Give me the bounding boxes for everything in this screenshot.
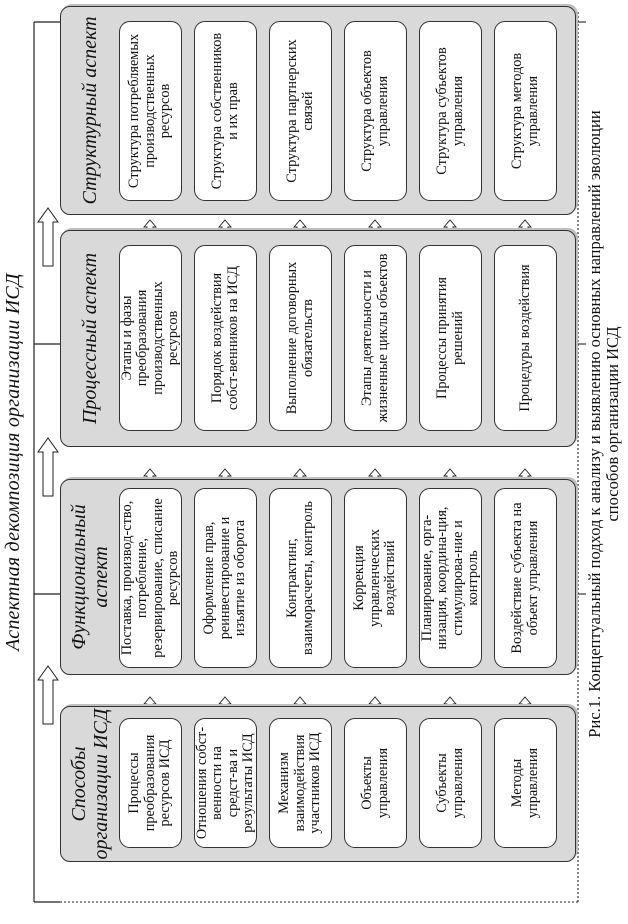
cell-owner-impact-order: Порядок воздействия собст-венников на ИСД bbox=[194, 245, 257, 431]
cell-subjects-structure: Структура субъектов управления bbox=[419, 21, 482, 201]
cell-decision-processes: Процессы принятия решений bbox=[419, 245, 482, 431]
cell-contract-fulfillment: Выполнение договорных обязательств bbox=[269, 245, 332, 431]
cell-management-objects: Объекты управления bbox=[344, 718, 407, 848]
between-panel-arrow bbox=[38, 208, 58, 266]
cell-correction: Коррекция управленческих воздействий bbox=[344, 488, 407, 668]
panel-header: Структурный аспект bbox=[79, 16, 101, 205]
cell-transformation-stages: Этапы и фазы преобразования производственных ресурсов bbox=[119, 245, 182, 431]
cell-resource-structure: Структура потребляемых производственных ресурсов bbox=[119, 21, 182, 201]
cell-methods-structure: Структура методов управления bbox=[494, 21, 557, 201]
cell-partner-structure: Структура партнерских связей bbox=[269, 21, 332, 201]
panel-header: Способы организации ИСД bbox=[68, 708, 112, 860]
between-panel-arrow bbox=[38, 438, 58, 496]
cell-planning: Планирование, орга-низация, координа-ция, стимулирова-ние и контроль bbox=[419, 488, 482, 668]
panel-header: Процессный аспект bbox=[79, 252, 101, 425]
cell-subject-impact: Воздействие субъекта на объект управления bbox=[494, 488, 557, 668]
cell-activity-stages: Этапы деятельности и жизненные циклы объектов bbox=[344, 245, 407, 431]
cell-impact-procedures: Процедуры воздействия bbox=[494, 245, 557, 431]
cell-rights-registration: Оформление прав, реинвестирование и изъятие из оборота bbox=[194, 488, 257, 668]
between-panel-arrow bbox=[38, 666, 58, 724]
cell-resource-transformation: Процессы преобразования ресурсов ИСД bbox=[119, 718, 182, 848]
cell-objects-structure: Структура объектов управления bbox=[344, 21, 407, 201]
cell-contracting: Контрактинг, взаиморасчеты, контроль bbox=[269, 488, 332, 668]
cell-supply-production: Поставка, производ-ство, потребление, резервирование, списание ресурсов bbox=[119, 488, 182, 668]
cell-ownership-relations: Отношения собст-венности на средст-ва и результаты ИСД bbox=[194, 718, 257, 848]
panel-header: Функциональный аспект bbox=[68, 504, 112, 650]
cell-interaction-mechanism: Механизм взаимодействия участников ИСД bbox=[269, 718, 332, 848]
cell-management-methods: Методы управления bbox=[494, 718, 557, 848]
aspect-decomposition-title: Аспектная декомпозиция организации ИСД bbox=[2, 273, 24, 651]
figure-caption-line-1: Рис.1. Концептуальный подход к анализу и выявлению основных направлений эволюции bbox=[585, 110, 604, 738]
figure-caption-line-2: способов организации ИСД bbox=[603, 326, 622, 522]
cell-owners-structure: Структура собственников и их прав bbox=[194, 21, 257, 201]
cell-management-subjects: Субъекты управления bbox=[419, 718, 482, 848]
